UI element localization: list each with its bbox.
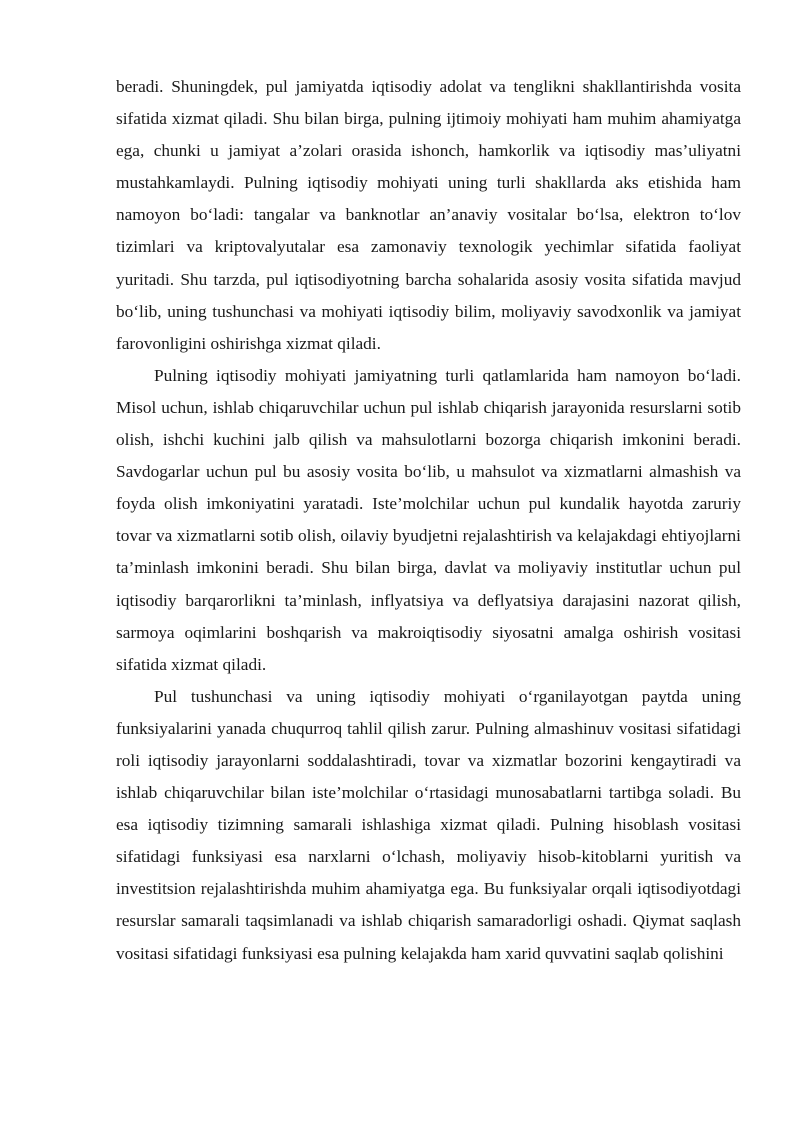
paragraph-3: Pul tushunchasi va uning iqtisodiy mohiyati o‘rganilayotgan paytda uning funksiyalarini yanada chuqurroq tahlil qilish zarur. Pulning almashinuv vositasi sifatidagi roli iqtisodiy jarayonlarni soddalashtiradi, tovar va xizmatlar bozorini kengaytiradi va ishlab chiqaruvchilar bilan iste’molchilar o‘rtasidagi munosabatlarni tartibga soladi. Bu esa iqtisodiy tizimning samarali ishlashiga xizmat qiladi. Pulning hisoblash vositasi sifatidagi funksiyasi esa narxlarni o‘lchash, moliyaviy hisob-kitoblarni yuritish va investitsion rejalashtirishda muhim ahamiyatga ega. Bu funksiyalar orqali iqtisodiyotdagi resurslar samarali taqsimlanadi va ishlab chiqarish samaradorligi oshadi. Qiymat saqlash vositasi sifatidagi funksiyasi esa pulning kelajakda ham xarid quvvatini saqlab qolishini (116, 686, 741, 963)
paragraph-1: beradi. Shuningdek, pul jamiyatda iqtisodiy adolat va tenglikni shakllantirishda vosita sifatida xizmat qiladi. Shu bilan birga, pulning ijtimoiy mohiyati ham muhim ahamiyatga ega, chunki u jamiyat a’zolari orasida ishonch, hamkorlik va iqtisodiy mas’uliyatni mustahkamlaydi. Pulning iqtisodiy mohiyati uning turli shakllarda aks etishida ham namoyon bo‘ladi: tangalar va banknotlar an’anaviy vositalar bo‘lsa, elektron to‘lov tizimlari va kriptovalyutalar esa zamonaviy texnologik yechimlar sifatida faoliyat yuritadi. Shu tarzda, pul iqtisodiyotning barcha sohalarida asosiy vosita sifatida mavjud bo‘lib, uning tushunchasi va mohiyati iqtisodiy bilim, moliyaviy savodxonlik va jamiyat farovonligini oshirishga xizmat qiladi. (116, 77, 741, 353)
body-text (116, 71, 741, 970)
paragraph-2: Pulning iqtisodiy mohiyati jamiyatning turli qatlamlarida ham namoyon bo‘ladi. Misol uchun, ishlab chiqaruvchilar uchun pul ishlab chiqarish jarayonida resurslarni sotib olish, ishchi kuchini jalb qilish va mahsulotlarni bozorga chiqarish imkonini beradi. Savdogarlar uchun pul bu asosiy vosita bo‘lib, u mahsulot va xizmatlarni almashish va foyda olish imkoniyatini yaratadi. Iste’molchilar uchun pul kundalik hayotda zaruriy tovar va xizmatlarni sotib olish, oilaviy byudjetni rejalashtirish va kelajakdagi ehtiyojlarni ta’minlash imkonini beradi. Shu bilan birga, davlat va moliyaviy institutlar uchun pul iqtisodiy barqarorlikni ta’minlash, inflyatsiya va deflyatsiya darajasini nazorat qilish, sarmoya oqimlarini boshqarish va makroiqtisodiy siyosatni amalga oshirish vositasi sifatida xizmat qiladi. (116, 365, 741, 674)
